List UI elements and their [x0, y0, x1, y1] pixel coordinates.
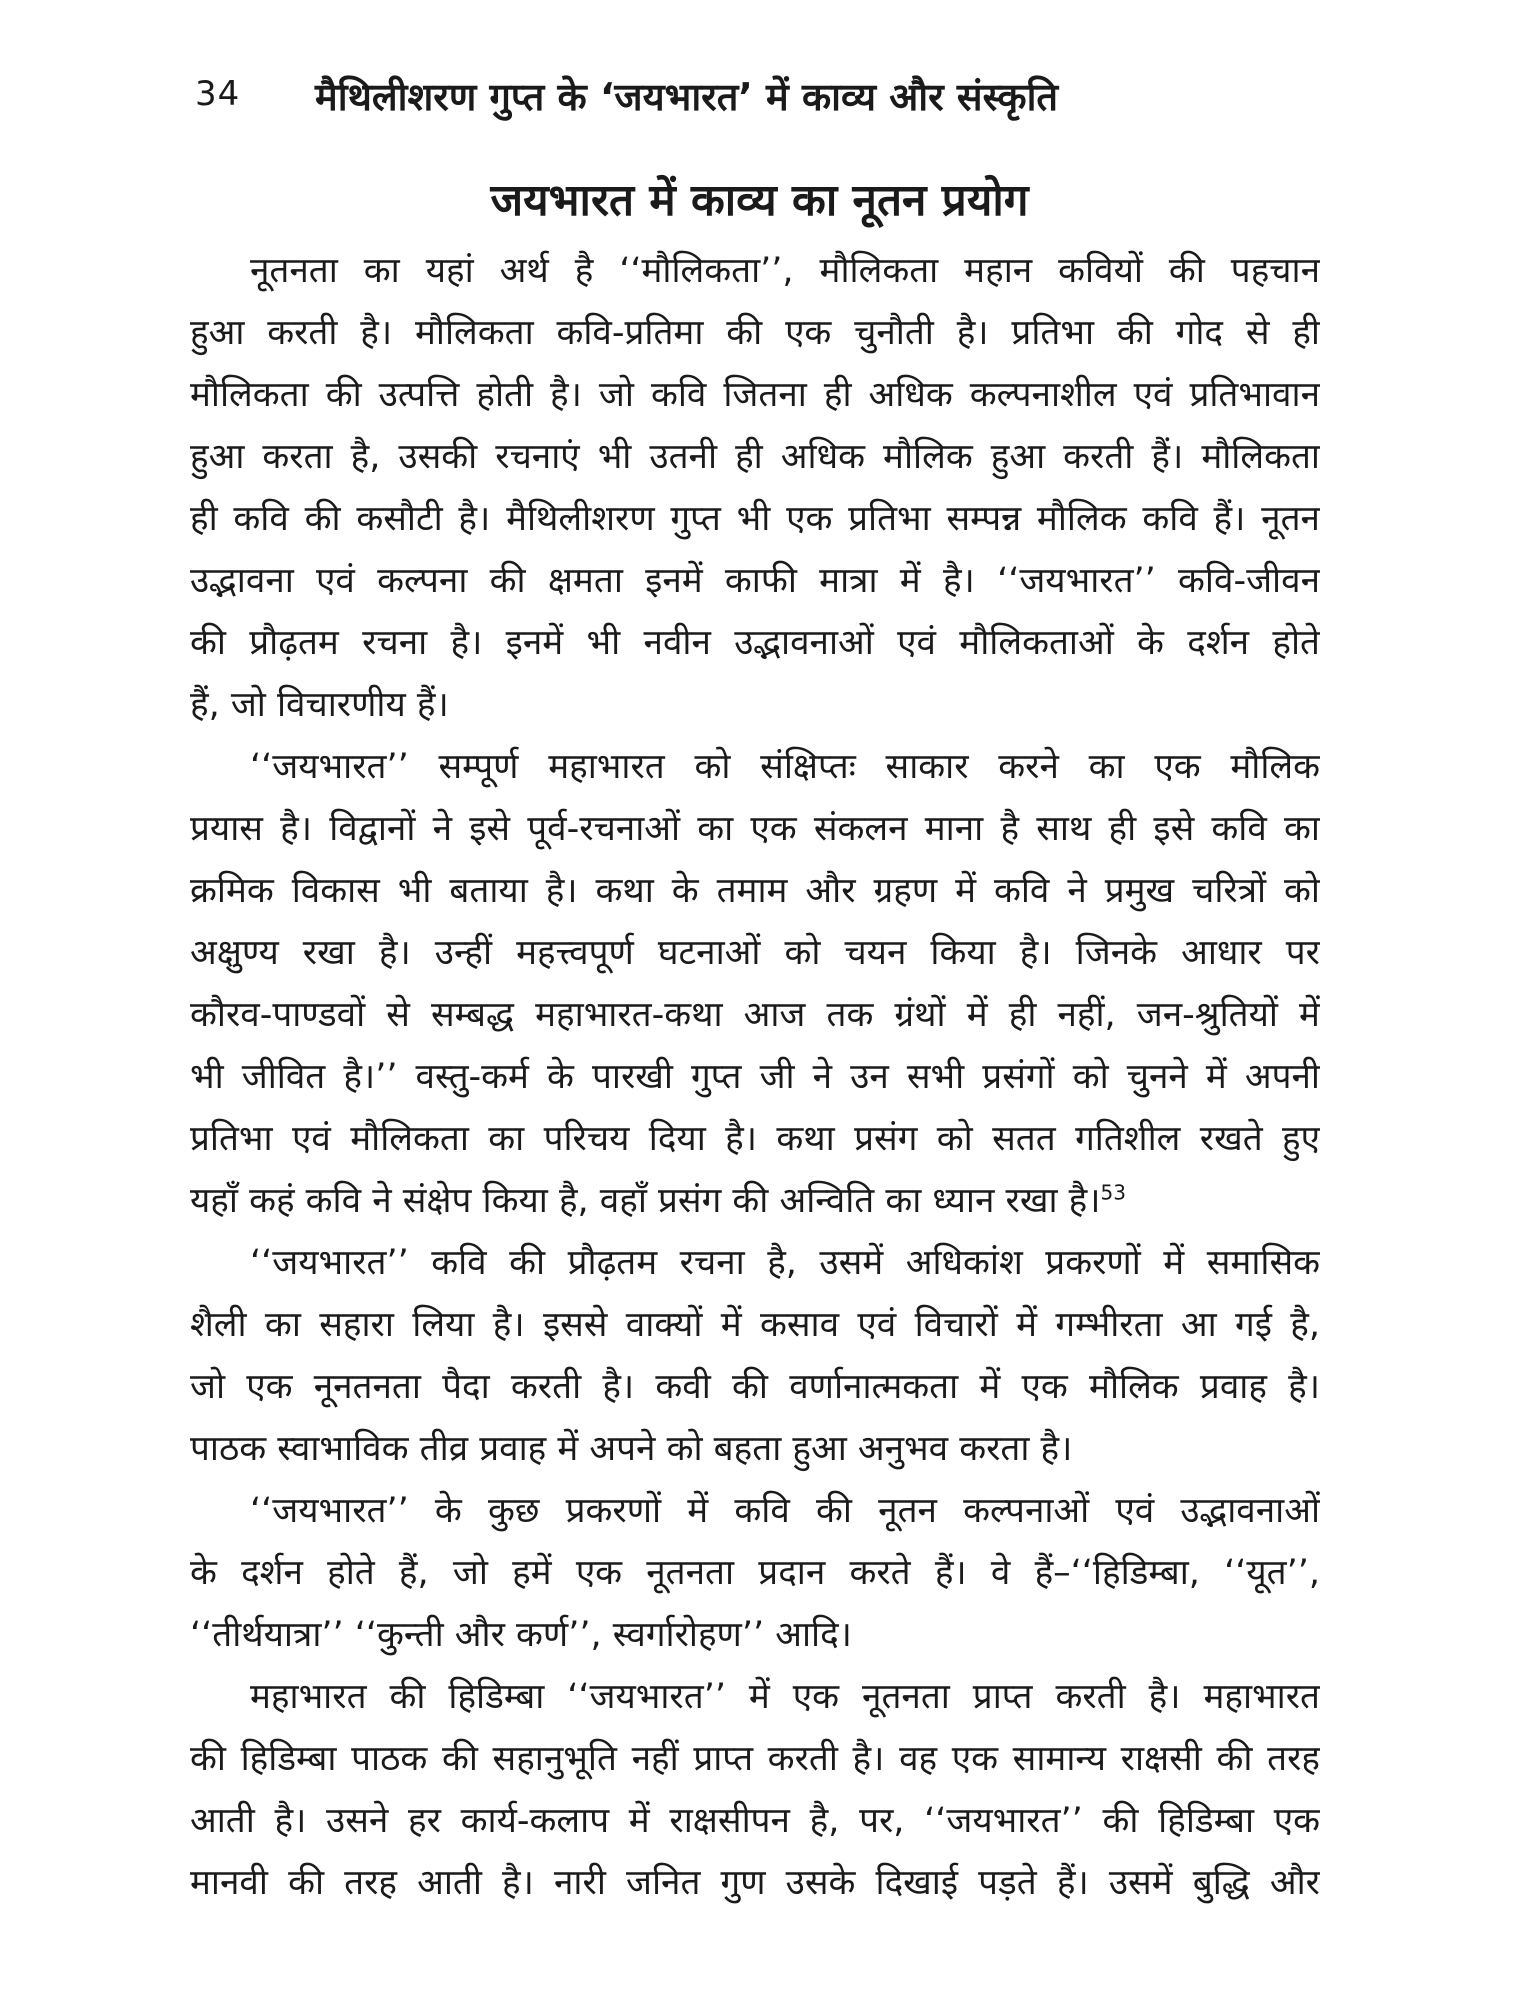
text-line: यहाँ कहं कवि ने संक्षेप किया है, वहाँ प्रसंग की अन्विति का ध्यान रखा है। — [190, 1181, 1101, 1221]
text-line: की प्रौढ़तम रचना है। इनमें भी नवीन उद्भावनाओं एवं मौलिकताओं के दर्शन होते — [190, 623, 1320, 663]
text-line: कौरव-पाण्डवों से सम्बद्ध महाभारत-कथा आज तक ग्रंथों में ही नहीं, जन-श्रुतियों में — [190, 995, 1320, 1035]
text-line: भी जीवित है।’’ वस्तु-कर्म के पारखी गुप्त जी ने उन सभी प्रसंगों को चुनने में अपनी — [190, 1057, 1320, 1097]
running-title: मैथिलीशरण गुप्त के ‘जयभारत’ में काव्य और संस्कृति — [315, 75, 1059, 119]
text-line: ही कवि की कसौटी है। मैथिलीशरण गुप्त भी एक प्रतिभा सम्पन्न मौलिक कवि हैं। नूतन — [190, 499, 1320, 539]
text-line: जो एक नूनतनता पैदा करती है। कवी की वर्णानात्मकता में एक मौलिक प्रवाह है। — [190, 1367, 1320, 1407]
footnote-reference: 53 — [1100, 1180, 1126, 1205]
text-line: आती है। उसने हर कार्य-कलाप में राक्षसीपन है, पर, ‘‘जयभारत’’ की हिडिम्बा एक — [190, 1801, 1320, 1841]
text-line: मानवी की तरह आती है। नारी जनित गुण उसके दिखाई पड़ते हैं। उसमें बुद्धि और — [190, 1863, 1320, 1903]
running-header — [195, 70, 1325, 130]
section-heading: जयभारत में काव्य का नूतन प्रयोग — [490, 175, 1029, 226]
text-line: उद्भावना एवं कल्पना की क्षमता इनमें काफी मात्रा में है। ‘‘जयभारत’’ कवि-जीवन — [190, 561, 1320, 601]
text-line: प्रतिभा एवं मौलिकता का परिचय दिया है। कथा प्रसंग को सतत गतिशील रखते हुए — [190, 1119, 1320, 1159]
text-line: हुआ करती है। मौलिकता कवि-प्रतिमा की एक चुनौती है। प्रतिभा की गोद से ही — [190, 313, 1320, 353]
page-number: 34 — [195, 74, 241, 114]
text-line: ‘‘जयभारत’’ के कुछ प्रकरणों में कवि की नूतन कल्पनाओं एवं उद्भावनाओं — [250, 1491, 1320, 1531]
text-line: अक्षुण्य रखा है। उन्हीं महत्त्वपूर्ण घटनाओं को चयन किया है। जिनके आधार पर — [190, 933, 1320, 973]
text-line: प्रयास है। विद्वानों ने इसे पूर्व-रचनाओं का एक संकलन माना है साथ ही इसे कवि का — [190, 809, 1320, 849]
body-text — [190, 240, 1320, 1914]
text-line: मौलिकता की उत्पत्ति होती है। जो कवि जितना ही अधिक कल्पनाशील एवं प्रतिभावान — [190, 375, 1320, 415]
text-line: हैं, जो विचारणीय हैं। — [190, 685, 449, 725]
text-line: की हिडिम्बा पाठक की सहानुभूति नहीं प्राप्त करती है। वह एक सामान्य राक्षसी की तरह — [190, 1739, 1320, 1779]
text-line: महाभारत की हिडिम्बा ‘‘जयभारत’’ में एक नूतनता प्राप्त करती है। महाभारत — [250, 1677, 1320, 1717]
paragraph-2 — [190, 736, 1320, 1232]
text-line: ‘‘जयभारत’’ सम्पूर्ण महाभारत को संक्षिप्तः साकार करने का एक मौलिक — [250, 747, 1320, 787]
paragraph-1 — [190, 240, 1320, 736]
paragraph-5 — [190, 1666, 1320, 1914]
text-line: के दर्शन होते हैं, जो हमें एक नूतनता प्रदान करते हैं। वे हैं–‘‘हिडिम्बा, ‘‘यूत’’, — [190, 1553, 1320, 1593]
text-line: हुआ करता है, उसकी रचनाएं भी उतनी ही अधिक मौलिक हुआ करती हैं। मौलिकता — [190, 437, 1320, 477]
paragraph-4 — [190, 1480, 1320, 1666]
text-line: ‘‘जयभारत’’ कवि की प्रौढ़तम रचना है, उसमें अधिकांश प्रकरणों में समासिक — [250, 1243, 1320, 1283]
text-line: शैली का सहारा लिया है। इससे वाक्यों में कसाव एवं विचारों में गम्भीरता आ गई है, — [190, 1305, 1320, 1345]
text-line-with-footnote — [190, 1170, 1320, 1232]
text-line: ‘‘तीर्थयात्रा’’ ‘‘कुन्ती और कर्ण’’, स्वर्गारोहण’’ आदि। — [190, 1615, 852, 1655]
text-line: नूतनता का यहां अर्थ है ‘‘मौलिकता’’, मौलिकता महान कवियों की पहचान — [250, 251, 1320, 291]
paragraph-3 — [190, 1232, 1320, 1480]
text-line: क्रमिक विकास भी बताया है। कथा के तमाम और ग्रहण में कवि ने प्रमुख चरित्रों को — [190, 871, 1320, 911]
text-line: पाठक स्वाभाविक तीव्र प्रवाह में अपने को बहता हुआ अनुभव करता है। — [190, 1429, 1073, 1469]
